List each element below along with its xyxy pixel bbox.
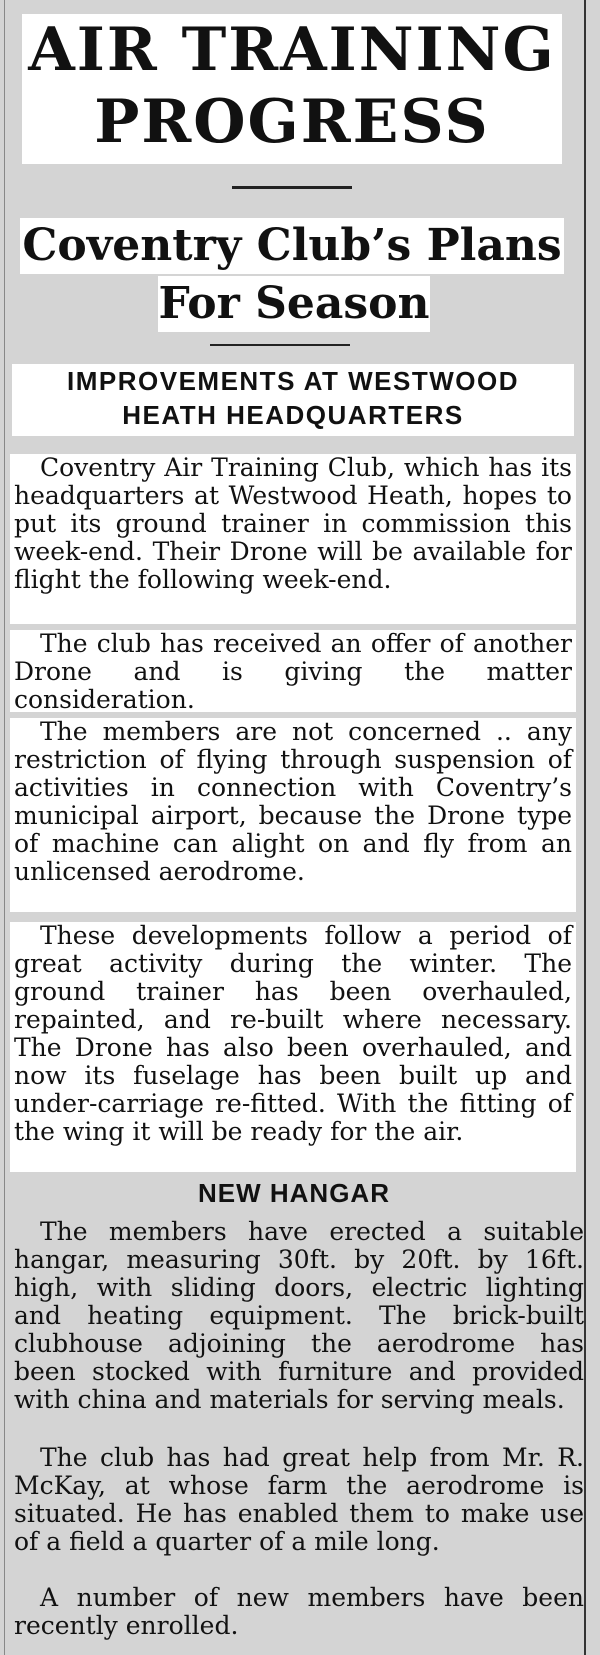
subheadline-line-2: For Season <box>158 276 430 332</box>
column-rule-right <box>584 0 586 1655</box>
deck-caption-line-1: IMPROVEMENTS AT WESTWOOD <box>67 366 519 396</box>
paragraph-4: These developments follow a period of great activity during the winter. The ground trainer has been overhauled, repainted, and re-built where necessary. The Drone has also been overhauled, and now its fuselage has been built up and under-carriage re-fitted. With the fitting of the wing it will be ready for the air. <box>10 922 576 1172</box>
headline-line-1: AIR TRAINING <box>28 15 556 85</box>
section-heading: NEW HANGAR <box>198 1178 390 1208</box>
column-rule-left <box>4 0 5 1655</box>
headline-line-2: PROGRESS <box>94 87 490 157</box>
deck-caption-line-2: HEATH HEADQUARTERS <box>122 400 464 430</box>
separator-rule-2 <box>210 344 350 346</box>
paragraph-1: Coventry Air Training Club, which has its headquarters at Westwood Heath, hopes to put its ground trainer in commission this week-end. Their Drone will be available for flight the following week-end. <box>10 454 576 624</box>
section-paragraph-1: The members have erected a suitable hangar, measuring 30ft. by 20ft. by 16ft. high, with sliding doors, electric lighting and heating equipment. The brick-built clubhouse adjoining the aerodrome has been stocked with furniture and provided with china and materials for serving meals. <box>14 1217 584 1414</box>
headline <box>22 14 562 164</box>
paragraph-3: The members are not concerned .. any restriction of flying through suspension of activities in connection with Coventry’s municipal airport, because the Drone type of machine can alight on and fly from an unlicensed aerodrome. <box>10 718 576 912</box>
section-paragraph-3: A number of new members have been recently enrolled. <box>14 1583 584 1640</box>
subheadline-line-1: Coventry Club’s Plans <box>20 218 564 274</box>
separator-rule <box>232 186 352 189</box>
paragraph-2: The club has received an offer of another Drone and is giving the matter consideration. <box>10 630 576 712</box>
deck-caption <box>12 364 574 436</box>
section-paragraph-2: The club has had great help from Mr. R. McKay, at whose farm the aerodrome is situated. He has enabled them to make use of a field a quarter of a mile long. <box>14 1443 584 1556</box>
